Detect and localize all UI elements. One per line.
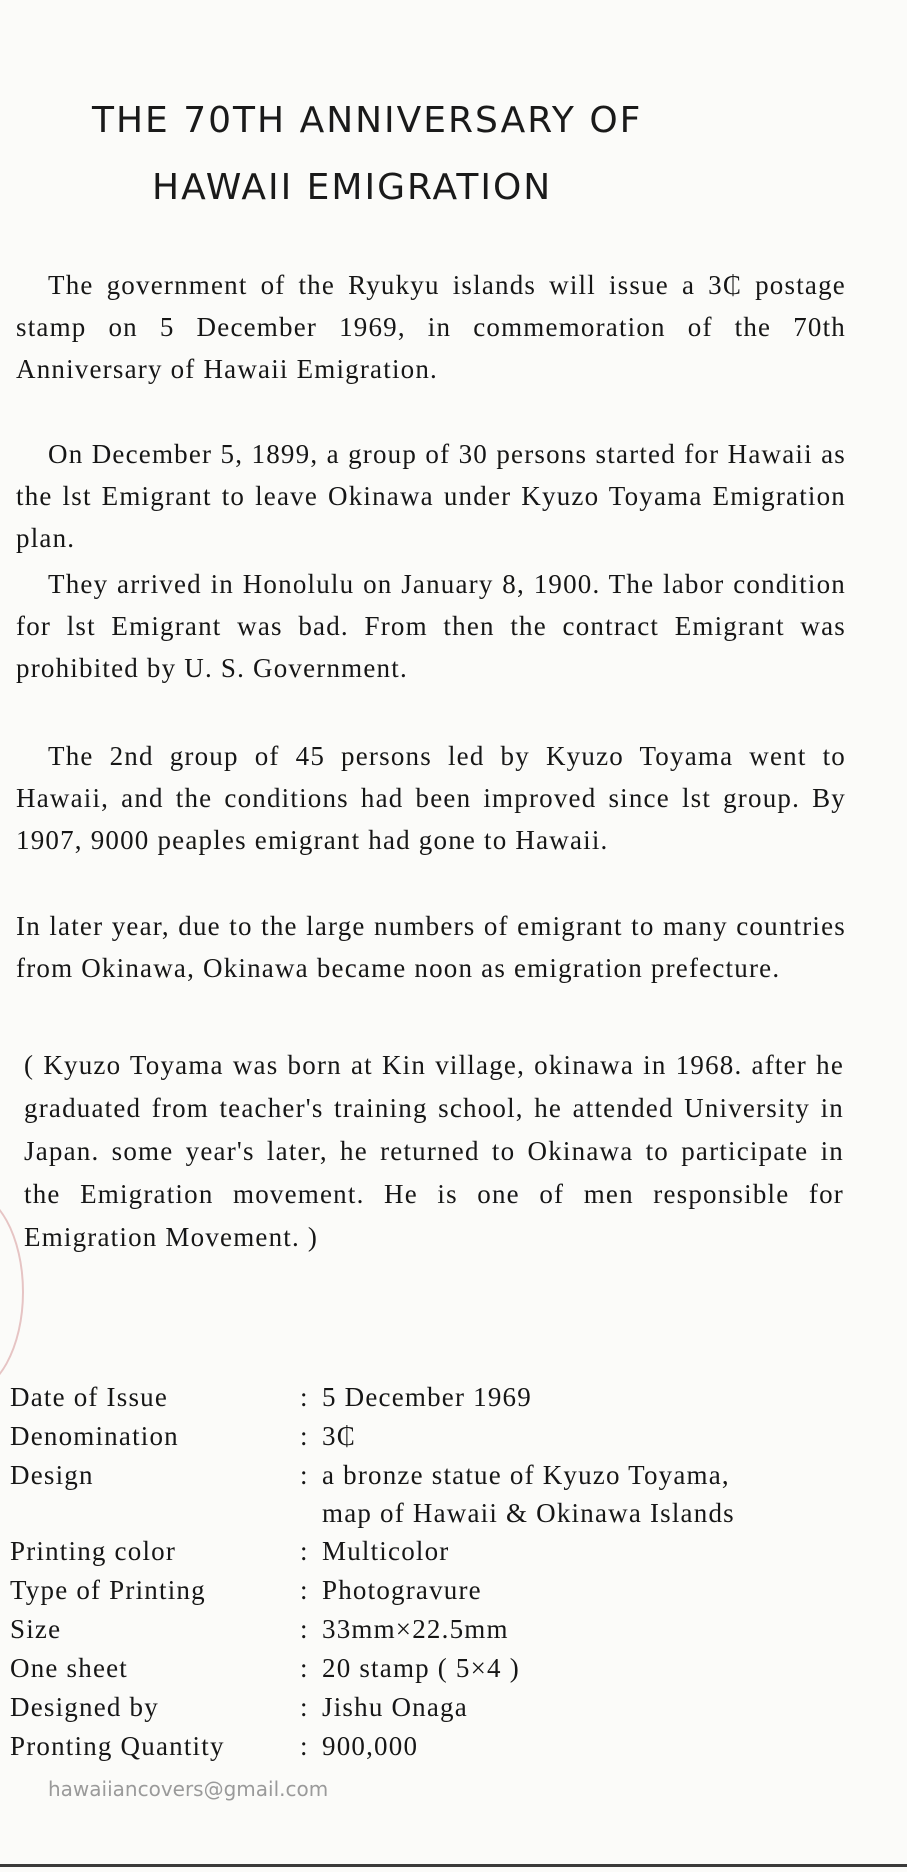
spec-label: Designed by bbox=[10, 1692, 159, 1722]
spec-label: Type of Printing bbox=[10, 1575, 206, 1605]
spec-value: 900,000 bbox=[322, 1731, 419, 1761]
spec-colon: : bbox=[300, 1460, 309, 1490]
spec-label: Pronting Quantity bbox=[10, 1731, 225, 1761]
spec-row-date-of-issue bbox=[10, 1378, 907, 1417]
page-title-line-1: THE 70TH ANNIVERSARY OF bbox=[92, 100, 643, 141]
spec-colon: : bbox=[300, 1382, 309, 1412]
paragraph-kyuzo-toyama: ( Kyuzo Toyama was born at Kin village, okinawa in 1968. after he graduated from teacher's training school, he attended University in Japan. some year's later, he returned to Okinawa to participate in the Emigration movement. He is one of men responsible for Emigration Movement. ) bbox=[24, 1050, 844, 1252]
paragraph-second-group: The 2nd group of 45 persons led by Kyuzo Toyama went to Hawaii, and the conditions had been improved since lst group. By 1907, 9000 peaples emigrant had gone to Hawaii. bbox=[16, 741, 846, 855]
spec-row-design bbox=[10, 1456, 907, 1532]
paragraph-first-group: On December 5, 1899, a group of 30 persons started for Hawaii as the lst Emigrant to leave Okinawa under Kyuzo Toyama Emigration plan. bbox=[16, 439, 846, 553]
spec-row-type-of-printing bbox=[10, 1571, 907, 1610]
spec-row-size bbox=[10, 1610, 907, 1649]
spec-value: 3₵ bbox=[322, 1421, 356, 1451]
spec-label: Size bbox=[10, 1614, 62, 1644]
spec-value: Jishu Onaga bbox=[322, 1692, 468, 1722]
watermark-email: hawaiiancovers@gmail.com bbox=[48, 1777, 329, 1801]
spec-label: Date of Issue bbox=[10, 1382, 169, 1412]
spec-value: Multicolor bbox=[322, 1536, 450, 1566]
spec-label: One sheet bbox=[10, 1653, 129, 1683]
spec-colon: : bbox=[300, 1536, 309, 1566]
spec-value: 5 December 1969 bbox=[322, 1382, 532, 1412]
spec-label: Design bbox=[10, 1460, 94, 1490]
spec-colon: : bbox=[300, 1614, 309, 1644]
spec-value: 20 stamp ( 5×4 ) bbox=[322, 1653, 520, 1683]
spec-value: a bronze statue of Kyuzo Toyama, map of Hawaii & Okinawa Islands bbox=[322, 1460, 735, 1528]
stamp-specifications bbox=[10, 1378, 907, 1766]
spec-value: Photogravure bbox=[322, 1575, 482, 1605]
spec-colon: : bbox=[300, 1421, 309, 1451]
spec-row-denomination bbox=[10, 1417, 907, 1456]
page-title-line-2: HAWAII EMIGRATION bbox=[152, 167, 553, 208]
stamp-mark bbox=[0, 1190, 24, 1394]
spec-colon: : bbox=[300, 1653, 309, 1683]
spec-label: Printing color bbox=[10, 1536, 177, 1566]
spec-label: Denomination bbox=[10, 1421, 179, 1451]
paragraph-issue: The government of the Ryukyu islands will issue a 3₵ postage stamp on 5 December 1969, in commemoration of the 70th Anniversary of Hawaii Emigration. bbox=[16, 270, 846, 384]
spec-colon: : bbox=[300, 1731, 309, 1761]
spec-colon: : bbox=[300, 1692, 309, 1722]
spec-row-printing-color bbox=[10, 1532, 907, 1571]
spec-row-designed-by bbox=[10, 1688, 907, 1727]
page-bottom-edge bbox=[0, 1864, 907, 1867]
spec-row-printing-quantity bbox=[10, 1727, 907, 1766]
spec-colon: : bbox=[300, 1575, 309, 1605]
spec-row-one-sheet bbox=[10, 1649, 907, 1688]
spec-value: 33mm×22.5mm bbox=[322, 1614, 509, 1644]
paragraph-arrival: They arrived in Honolulu on January 8, 1900. The labor condition for lst Emigrant was bad. From then the contract Emigrant was prohibited by U. S. Government. bbox=[16, 569, 846, 683]
paragraph-later-years: In later year, due to the large numbers of emigrant to many countries from Okinawa, Okinawa became noon as emigration prefecture. bbox=[16, 911, 846, 983]
